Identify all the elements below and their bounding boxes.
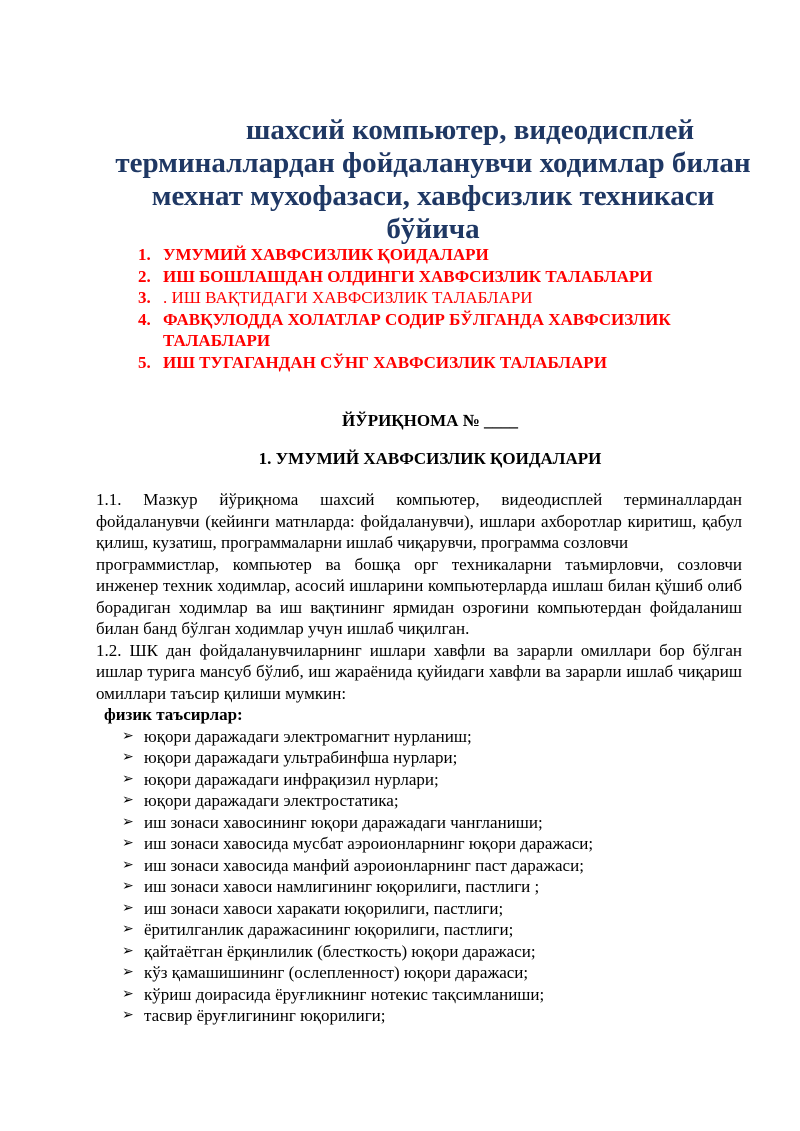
arrow-bullet-icon: ➢ (122, 814, 134, 830)
list-item (96, 769, 742, 791)
bullet-list (96, 726, 742, 1027)
arrow-bullet-icon: ➢ (122, 857, 134, 873)
paragraph-1-2: 1.2. ШК дан фойдаланувчиларнинг ишлари хавфли ва зарарли омиллари бор бўлган ишлар турига мансуб бўлиб, иш жараёнида қуйидаги хавфли ва зарарли ишлаб чиқариш омиллари таъсир қилиши мумкин: (96, 640, 742, 703)
list-item (96, 962, 742, 984)
arrow-bullet-icon: ➢ (122, 879, 134, 894)
title-line: шахсий компьютер, видеодисплей (245, 114, 695, 146)
toc-item (138, 309, 758, 352)
arrow-bullet-icon: ➢ (122, 986, 134, 1002)
list-item-text: иш зонаси хавосида манфий аэроионларнинг паст даражаси; (144, 855, 584, 875)
toc-text: ИШ ТУГАГАНДАН СЎНГ ХАВФСИЗЛИК ТАЛАБЛАРИ (163, 352, 607, 372)
title-line: бўйича (386, 213, 480, 245)
paragraph-1-1b: программистлар, компьютер ва бошқа орг техникаларни таъмирловчи, созловчи инженер техник ходимлар, асосий ишларини компьютерларда ишлаш билан қўшиб олиб борадиган ходимлар ва иш вақтининг ярмидан озроғини компьютердан фойдаланиш билан банд бўлган ходимлар учун ишлаб чиқилган. (96, 554, 742, 638)
toc-number: 3. (138, 288, 151, 307)
arrow-bullet-icon: ➢ (122, 1008, 134, 1023)
paragraph-1-1a: 1.1. Мазкур йўриқнома шахсий компьютер, видеодисплей терминаллардан фойдаланувчи (кейинги матнларда: фойдаланувчи), ишлари ахборотлар киритиш, қабул қилиш, кузатиш, программаларни ишлаб чиқарувчи, программа созловчи (96, 490, 742, 552)
list-item-text: юқори даражадаги инфрақизил нурлари; (144, 769, 439, 789)
list-item-text: иш зонаси хавосининг юқори даражадаги чангланиши; (144, 812, 543, 832)
list-item-text: юқори даражадаги электростатика; (144, 791, 399, 810)
toc-number: 5. (138, 352, 151, 372)
list-item-text: иш зонаси хавосида мусбат аэроионларнинг юқори даражаси; (144, 834, 594, 853)
instruction-heading: ЙЎРИҚНОМА № ____ (342, 411, 518, 430)
list-item (96, 833, 742, 855)
section-heading: 1. УМУМИЙ ХАВФСИЗЛИК ҚОИДАЛАРИ (258, 449, 602, 468)
toc-number: 4. (138, 309, 151, 329)
toc-number: 2. (138, 266, 151, 286)
subheading: физик таъсирлар: (104, 705, 243, 724)
table-of-contents (138, 244, 758, 373)
title-line: терминаллардан фойдаланувчи ходимлар билан (115, 147, 751, 179)
toc-item (138, 287, 758, 309)
toc-text: ИШ БОШЛАШДАН ОЛДИНГИ ХАВФСИЗЛИК ТАЛАБЛАРИ (163, 266, 653, 286)
arrow-bullet-icon: ➢ (122, 750, 134, 765)
document-body (96, 489, 742, 1027)
list-item (96, 919, 742, 941)
arrow-bullet-icon: ➢ (122, 922, 134, 937)
title-line: мехнат мухофазаси, хавфсизлик техникаси (151, 180, 715, 212)
toc-text: ФАВҚУЛОДДА ХОЛАТЛАР СОДИР БЎЛГАНДА ХАВФСИЗЛИК ТАЛАБЛАРИ (163, 309, 671, 350)
list-item-text: тасвир ёруғлигининг юқорилиги; (144, 1006, 386, 1025)
arrow-bullet-icon: ➢ (122, 965, 134, 980)
list-item (96, 941, 742, 963)
list-item (96, 747, 742, 769)
arrow-bullet-icon: ➢ (122, 728, 134, 744)
list-item-text: юқори даражадаги ультрабинфша нурлари; (144, 748, 458, 767)
list-item (96, 898, 742, 920)
arrow-bullet-icon: ➢ (122, 943, 134, 959)
list-item-text: иш зонаси хавоси намлигининг юқорилиги, пастлиги ; (144, 877, 540, 896)
list-item (96, 726, 742, 748)
list-item-text: ёритилганлик даражасининг юқорилиги, пастлиги; (144, 920, 514, 939)
list-item-text: кўриш доирасида ёруғликнинг нотекис тақсимланиши; (144, 984, 545, 1004)
arrow-bullet-icon: ➢ (122, 836, 134, 851)
list-item-text: қайтаётган ёрқинлилик (блесткость) юқори даражаси; (144, 941, 536, 961)
list-item-text: кўз қамашишининг (ослепленност) юқори даражаси; (144, 963, 529, 982)
toc-text: УМУМИЙ ХАВФСИЗЛИК ҚОИДАЛАРИ (163, 245, 489, 264)
arrow-bullet-icon: ➢ (122, 900, 134, 916)
list-item (96, 1005, 742, 1027)
list-item (96, 812, 742, 834)
list-item-text: иш зонаси хавоси харакати юқорилиги, пастлиги; (144, 898, 504, 918)
arrow-bullet-icon: ➢ (122, 793, 134, 808)
toc-item (138, 352, 758, 374)
list-item-text: юқори даражадаги электромагнит нурланиш; (144, 726, 472, 746)
list-item (96, 790, 742, 812)
toc-number: 1. (138, 245, 151, 264)
toc-text: . ИШ ВАҚТИДАГИ ХАВФСИЗЛИК ТАЛАБЛАРИ (163, 288, 533, 307)
list-item (96, 984, 742, 1006)
document-title (96, 114, 770, 246)
arrow-bullet-icon: ➢ (122, 771, 134, 787)
list-item (96, 876, 742, 898)
list-item (96, 855, 742, 877)
toc-item (138, 266, 758, 288)
toc-item (138, 244, 758, 266)
